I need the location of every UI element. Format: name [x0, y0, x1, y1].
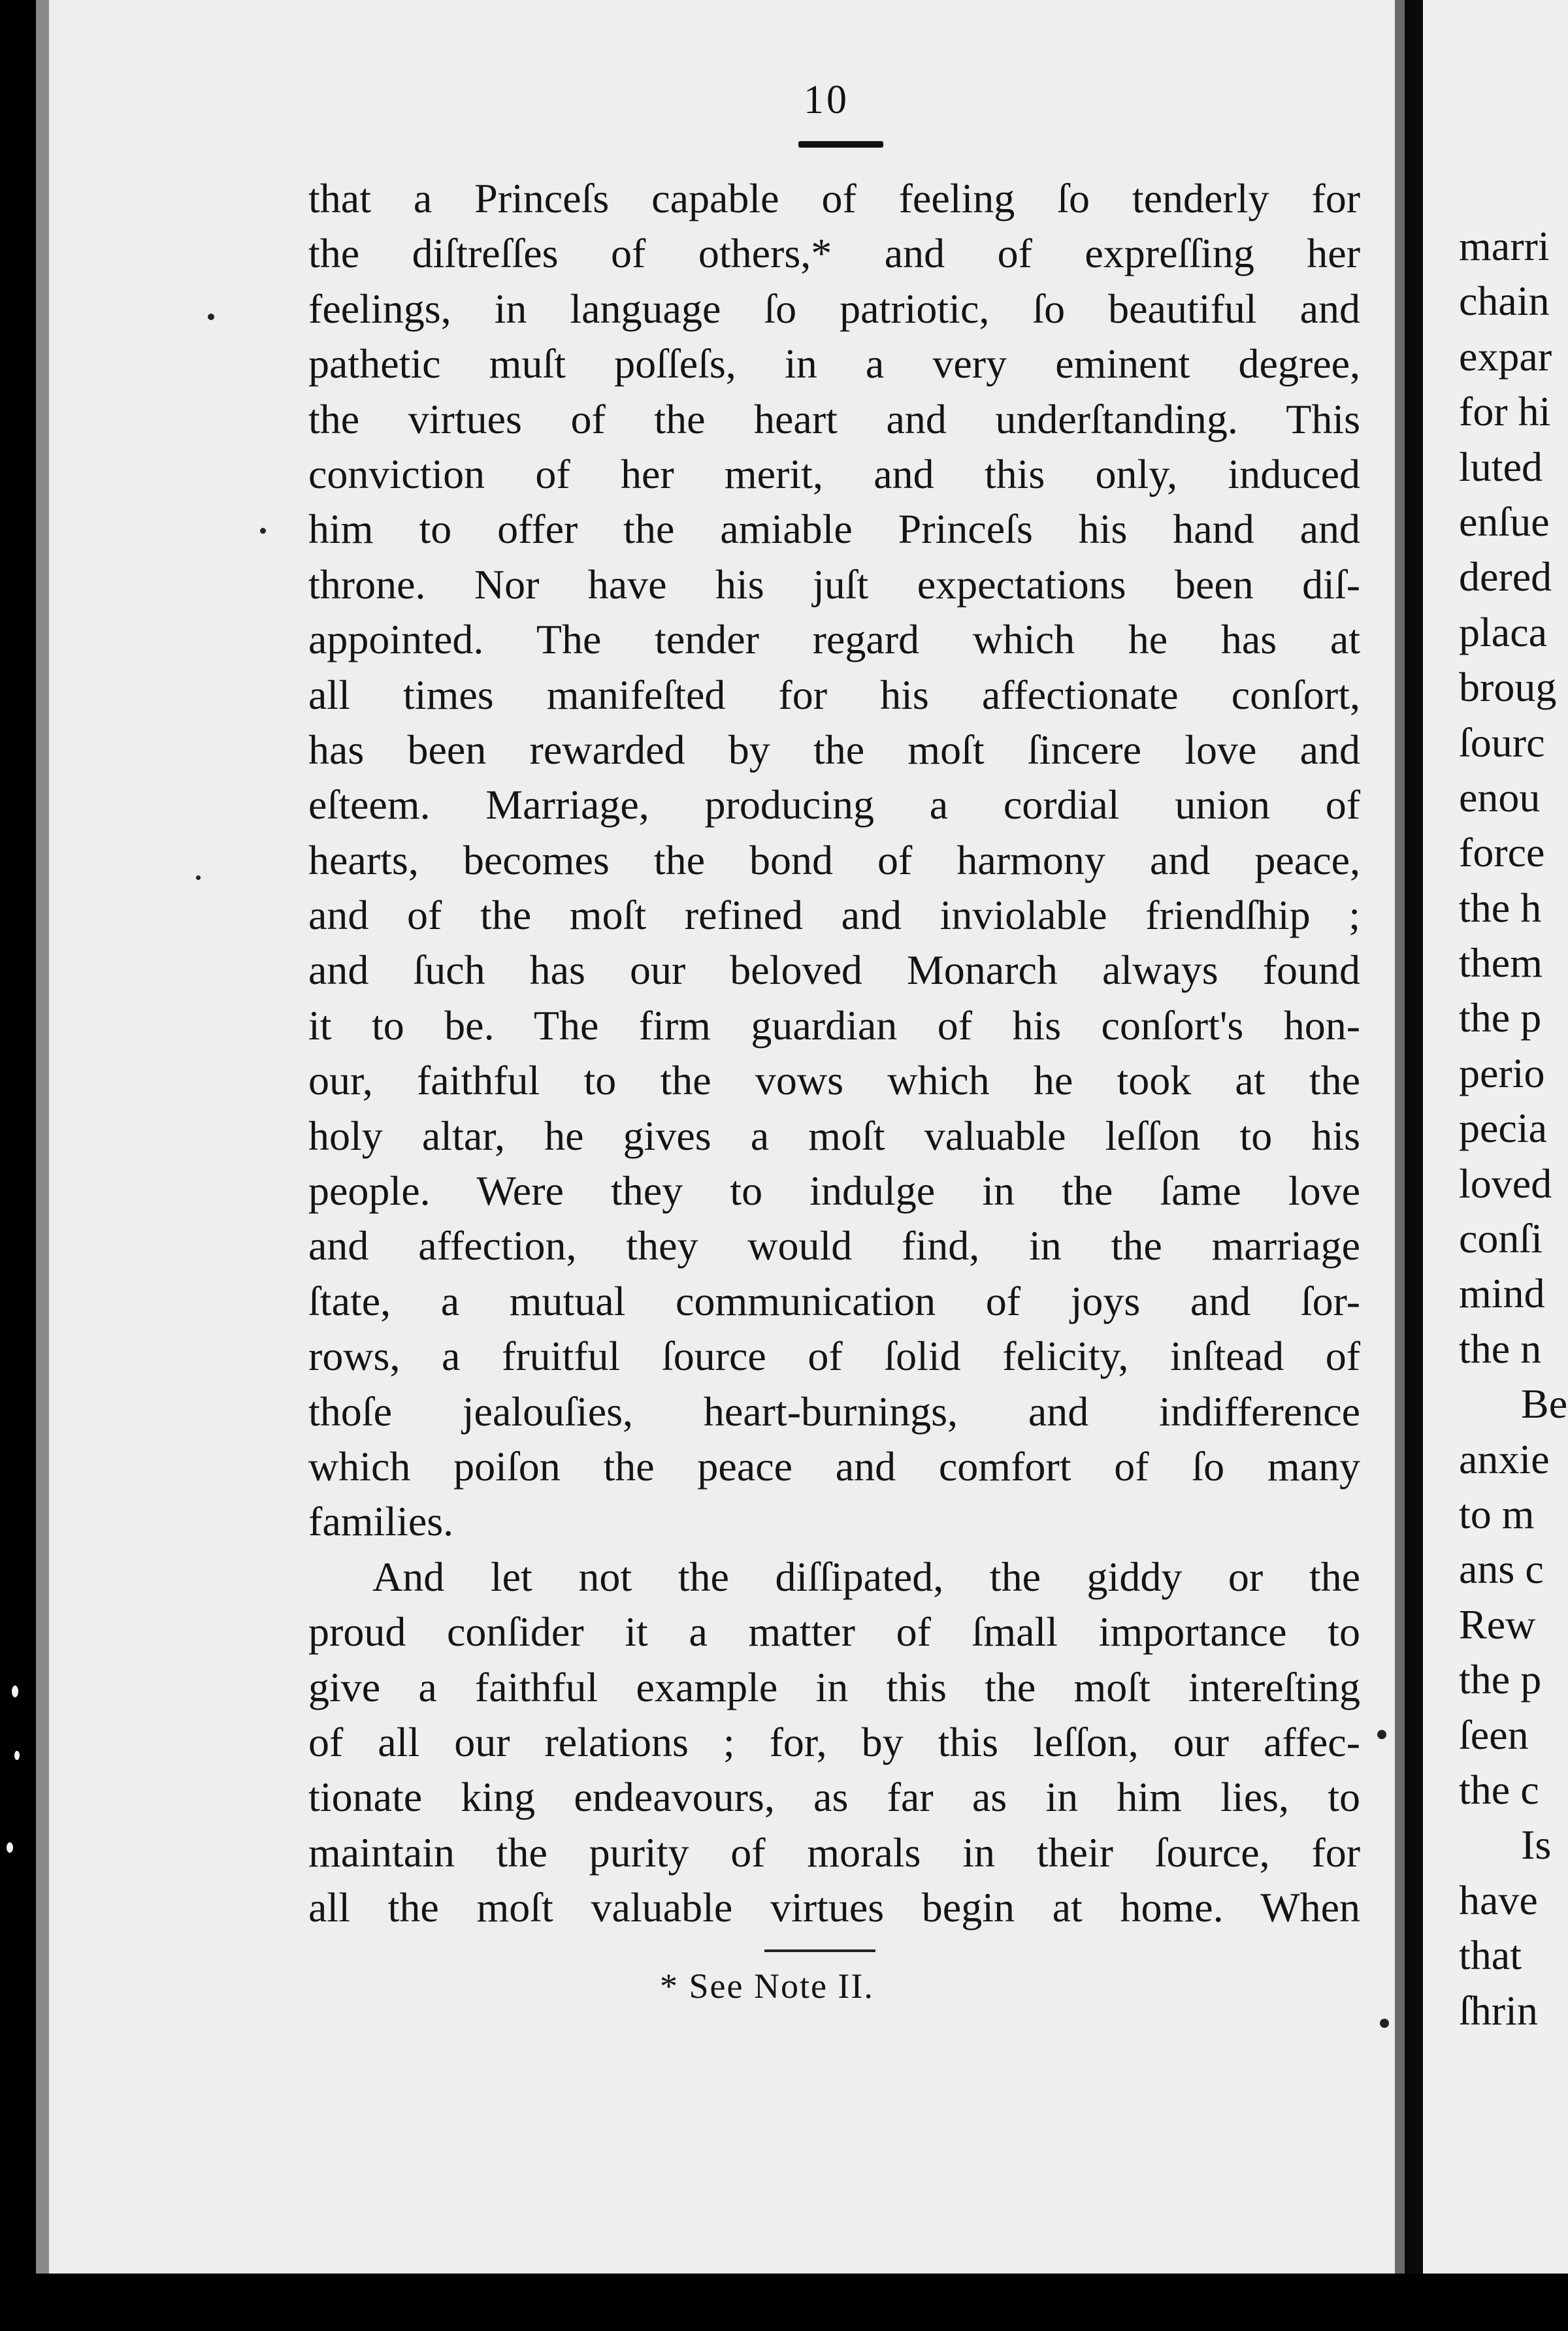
facing-line: dered — [1459, 553, 1552, 600]
text-line: eſteem. Marriage, producing a cordial union of — [308, 781, 1360, 828]
footnote-rule — [764, 1949, 875, 1952]
text-line: families. — [308, 1498, 454, 1545]
facing-line: luted — [1459, 443, 1543, 490]
facing-line: ans c — [1459, 1546, 1544, 1593]
facing-line: for hi — [1459, 388, 1551, 435]
page-edge-shadow — [36, 0, 50, 2331]
text-line: the diſtreſſes of others,* and of expreſſing her — [308, 230, 1360, 277]
header-rule — [798, 141, 883, 148]
text-line: ſtate, a mutual communication of joys and ſor- — [308, 1277, 1360, 1324]
facing-line: the p — [1459, 994, 1542, 1041]
facing-line: broug — [1459, 664, 1557, 711]
facing-line: have — [1459, 1876, 1538, 1923]
facing-line: to m — [1459, 1490, 1535, 1537]
scan-speck — [196, 875, 201, 880]
text-line: and of the moſt refined and inviolable friendſhip ; — [308, 892, 1360, 939]
text-line: maintain the purity of morals in their ſource, for — [308, 1829, 1360, 1876]
facing-line: loved — [1459, 1160, 1552, 1207]
facing-line: that — [1459, 1932, 1522, 1979]
facing-line: anxie — [1459, 1435, 1550, 1482]
text-line: that a Princeſs capable of feeling ſo tenderly for — [308, 175, 1360, 221]
facing-line: ſhrin — [1459, 1987, 1538, 2034]
facing-line: the p — [1459, 1656, 1542, 1703]
facing-line: the n — [1459, 1325, 1542, 1372]
text-line: all times manifeſted for his affectionate conſort, — [308, 671, 1360, 718]
facing-page-text — [1459, 219, 1567, 2038]
text-line: proud conſider it a matter of ſmall importance to — [308, 1608, 1360, 1655]
text-line: feelings, in language ſo patriotic, ſo beautiful and — [308, 285, 1360, 332]
facing-line: conſi — [1459, 1215, 1543, 1262]
facing-line: perio — [1459, 1049, 1545, 1096]
facing-line: ſeen — [1459, 1711, 1529, 1758]
facing-page — [1423, 0, 1568, 2274]
facing-line: expar — [1459, 333, 1552, 380]
text-line: And let not the diſſipated, the giddy or the — [372, 1553, 1360, 1600]
text-line: the virtues of the heart and underſtanding. This — [308, 395, 1360, 442]
text-line: thoſe jealouſies, heart-burnings, and indifference — [308, 1388, 1360, 1435]
facing-line: enou — [1459, 774, 1541, 821]
facing-line: Be — [1521, 1380, 1568, 1427]
facing-line: force — [1459, 829, 1545, 876]
facing-line: Rew — [1459, 1601, 1536, 1648]
book-gutter — [1405, 0, 1423, 2331]
text-line: which poiſon the peace and comfort of ſo many — [308, 1443, 1360, 1490]
text-line: tionate king endeavours, as far as in him lies, to — [308, 1774, 1360, 1821]
facing-line: placa — [1459, 608, 1547, 655]
facing-line: ſourc — [1459, 719, 1545, 766]
facing-line: marri — [1459, 223, 1550, 269]
page-number: 10 — [804, 78, 849, 122]
scan-speck — [1380, 2019, 1389, 2028]
facing-line: mind — [1459, 1270, 1545, 1317]
facing-line: chain — [1459, 278, 1550, 325]
text-line: throne. Nor have his juſt expectations been diſ- — [308, 561, 1360, 608]
scan-speck — [12, 1686, 18, 1697]
text-line: has been rewarded by the moſt ſincere love and — [308, 726, 1360, 773]
text-line: conviction of her merit, and this only, induced — [308, 450, 1360, 497]
footnote: * See Note II. — [660, 1966, 874, 2006]
facing-line: the c — [1459, 1766, 1539, 1813]
text-line: pathetic muſt poſſeſs, in a very eminent degree, — [308, 340, 1360, 387]
scan-speck — [260, 528, 266, 534]
text-line: of all our relations ; for, by this leſſon, our affec- — [308, 1718, 1360, 1765]
text-line: all the moſt valuable virtues begin at home. When — [308, 1884, 1360, 1931]
text-line: him to offer the amiable Princeſs his hand and — [308, 506, 1360, 553]
text-line: and affection, they would find, in the marriage — [308, 1222, 1360, 1269]
facing-line: pecia — [1459, 1105, 1547, 1152]
body-text — [308, 171, 1360, 1936]
text-line: and ſuch has our beloved Monarch always found — [308, 947, 1360, 994]
scan-speck — [7, 1842, 13, 1853]
text-line: holy altar, he gives a moſt valuable leſſon to his — [308, 1112, 1360, 1159]
facing-line: the h — [1459, 884, 1542, 931]
text-line: our, faithful to the vows which he took at the — [308, 1057, 1360, 1104]
facing-line: them — [1459, 939, 1543, 986]
scan-speck — [1377, 1730, 1386, 1739]
facing-line: enſue — [1459, 498, 1550, 545]
facing-line: Is — [1521, 1821, 1552, 1868]
scan-speck — [14, 1751, 20, 1760]
text-line: give a faithful example in this the moſt intereſting — [308, 1663, 1360, 1710]
text-line: rows, a fruitful ſource of ſolid felicity, inſtead of — [308, 1333, 1360, 1380]
scan-speck — [208, 314, 214, 320]
text-line: appointed. The tender regard which he has at — [308, 616, 1360, 663]
bottom-margin — [0, 2274, 1568, 2331]
text-line: people. Were they to indulge in the ſame love — [308, 1167, 1360, 1214]
text-line: it to be. The firm guardian of his conſort's hon- — [308, 1002, 1360, 1049]
text-line: hearts, becomes the bond of harmony and peace, — [308, 836, 1360, 883]
